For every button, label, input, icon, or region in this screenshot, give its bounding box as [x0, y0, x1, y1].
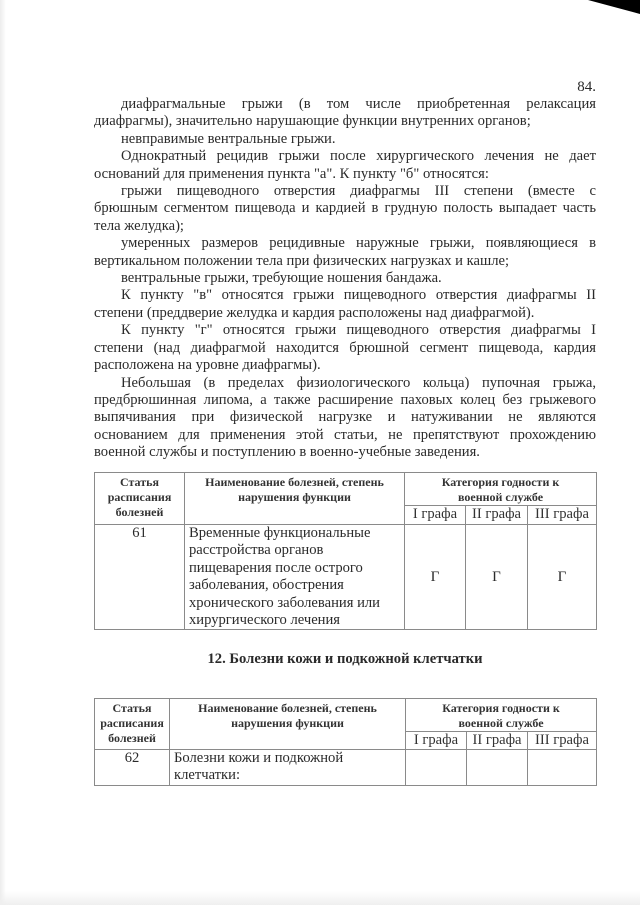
disease-name: Болезни кожи и подкожной клетчатки: — [170, 750, 406, 786]
table-row — [95, 525, 597, 630]
header-col-2: II графа — [467, 732, 528, 750]
header-col-1: I графа — [405, 506, 466, 525]
text-line: предбрюшинная липома, а также расширение паховых колец без грыжевого — [94, 391, 596, 408]
article-number: 61 — [95, 525, 185, 630]
section-title: 12. Болезни кожи и подкожной клетчатки — [207, 651, 483, 667]
category-col-2: Г — [466, 525, 528, 630]
header-disease-name: Наименование болезней, степень нарушения функции — [185, 473, 405, 525]
text-line: Однократный рецидив грыжи после хирургического лечения не дает — [121, 148, 596, 165]
header-col-1: I графа — [406, 732, 467, 750]
page-number: 84. — [577, 79, 596, 95]
text-line: брюшным сегментом пищевода и кардией в грудную полость выпадает часть — [94, 200, 596, 217]
header-article: Статья расписания болезней — [95, 473, 185, 525]
scan-corner-artifact — [618, 0, 640, 4]
scan-edge — [0, 891, 640, 905]
text-line: выпячивания при физической нагрузке и натуживании не являются — [94, 409, 596, 426]
category-col-2 — [467, 750, 528, 786]
text-line: расположена на уровне диафрагмы). — [94, 357, 321, 374]
text-line: вертикальном положении тела при физических нагрузках и кашле; — [94, 252, 510, 269]
category-col-3 — [528, 750, 597, 786]
header-disease-name: Наименование болезней, степень нарушения функции — [170, 699, 406, 750]
scan-edge — [0, 0, 6, 905]
table-row — [95, 750, 597, 786]
text-line: диафрагмальные грыжи (в том числе приобретенная релаксация — [121, 96, 596, 112]
text-line: диафрагмы), значительно нарушающие функции внутренних органов; — [94, 113, 531, 130]
body-text — [94, 96, 596, 462]
disease-name: Временные функциональные расстройства органов пищеварения после острого заболевания, обострения хронического заболевания или хирургического лечения — [185, 525, 405, 630]
category-col-1: Г — [405, 525, 466, 630]
text-line: военной службы и поступлению в военно-учебные заведения. — [94, 444, 480, 461]
text-line: К пункту "г" относятся грыжи пищеводного отверстия диафрагмы I — [121, 322, 596, 339]
text-line: оснований для применения пункта "а". К пункту "б" относятся: — [94, 165, 489, 182]
text-line: невправимые вентральные грыжи. — [121, 130, 336, 147]
header-fitness-category: Категория годности к военной службе — [406, 699, 597, 732]
header-article: Статья расписания болезней — [95, 699, 170, 750]
header-col-3: III графа — [528, 506, 597, 525]
article-number: 62 — [95, 750, 170, 786]
header-fitness-category: Категория годности к военной службе — [405, 473, 597, 506]
text-line: грыжи пищеводного отверстия диафрагмы III степени (вместе с — [121, 183, 596, 200]
text-line: степени (над диафрагмой находится брюшной сегмент пищевода, кардия — [94, 339, 596, 356]
fitness-table-article-62 — [94, 698, 597, 786]
fitness-table-article-61 — [94, 472, 597, 630]
text-line: тела желудка); — [94, 217, 184, 234]
header-col-2: II графа — [466, 506, 528, 525]
text-line: Небольшая (в пределах физиологического кольца) пупочная грыжа, — [121, 374, 596, 391]
category-col-3: Г — [528, 525, 597, 630]
category-col-1 — [406, 750, 467, 786]
text-line: основанием для применения этой статьи, не препятствуют прохождению — [94, 426, 596, 443]
text-line: умеренных размеров рецидивные наружные грыжи, появляющиеся в — [121, 235, 596, 252]
text-line: степени (преддверие желудка и кардия расположены над диафрагмой). — [94, 304, 535, 321]
header-col-3: III графа — [528, 732, 597, 750]
text-line: К пункту "в" относятся грыжи пищеводного отверстия диафрагмы II — [121, 287, 596, 304]
text-line: вентральные грыжи, требующие ношения бандажа. — [121, 270, 442, 287]
